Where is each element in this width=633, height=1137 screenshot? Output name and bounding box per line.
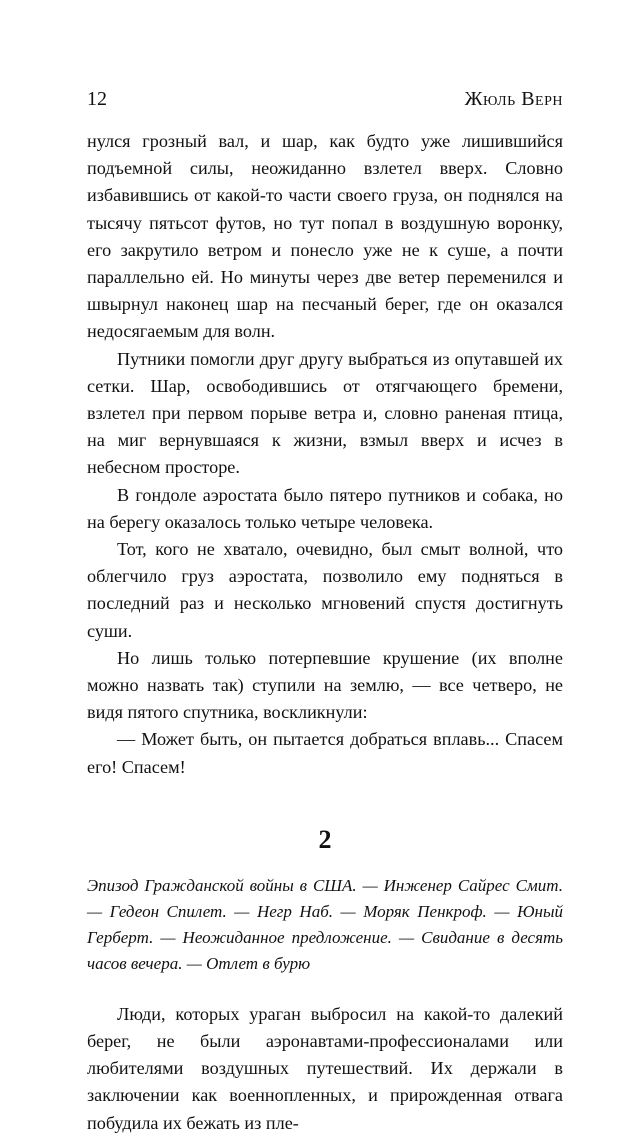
- paragraph: В гондоле аэростата было пятеро путников и собака, но на берегу оказалось только четыре человека.: [87, 484, 563, 532]
- book-page: [87, 88, 563, 1137]
- paragraph: — Может быть, он пытается добраться вплавь... Спасем его! Спасем!: [87, 729, 563, 777]
- paragraph: нулся грозный вал, и шар, как будто уже лишившийся подъемной силы, неожиданно взлетел вверх. Словно избавившись от какой-то части своего груза, он поднялся на тысячу пятьсот футов, но тут попал в воздушную воронку, его закрутило ветром и понесло уже не к суше, а почти параллельно ей. Но минуты через две ветер переменился и швырнул наконец шар на песчаный берег, где он оказался недосягаемым для волн.: [87, 131, 563, 342]
- chapter-body-text: [87, 1001, 563, 1137]
- running-title: Жюль Верн: [464, 88, 563, 110]
- page-number: 12: [87, 88, 107, 110]
- chapter-number: 2: [318, 824, 332, 854]
- paragraph: Тот, кого не хватало, очевидно, был смыт волной, что облегчило груз аэростата, позволило ему подняться в последний раз и несколько мгновений спустя достигнуть суши.: [87, 539, 563, 641]
- paragraph: Люди, которых ураган выбросил на какой-то далекий берег, не были аэронавтами-профессионалами или любителями воздушных путешествий. Их держали в заключении как военнопленных, и прирожденная отвага побудила их бежать из пле-: [87, 1003, 563, 1133]
- body-text: [87, 128, 563, 781]
- page-header: [87, 88, 563, 128]
- paragraph: Но лишь только потерпевшие крушение (их вполне можно назвать так) ступили на землю, — все четверо, не видя пятого спутника, воскликнули:: [87, 647, 563, 723]
- paragraph: Путники помогли друг другу выбраться из опутавшей их сетки. Шар, освободившись от отягчающего бремени, взлетел при первом порыве ветра и, словно раненая птица, на миг вернувшаяся к жизни, взмыл вверх и исчез в небесном просторе.: [87, 348, 563, 478]
- chapter-summary: Эпизод Гражданской войны в США. — Инженер Сайрес Смит. — Гедеон Спилет. — Негр Наб. — Моряк Пенкроф. — Юный Герберт. — Неожиданное предложение. — Свидание в десять часов вечера. — Отлет в бурю: [87, 875, 563, 973]
